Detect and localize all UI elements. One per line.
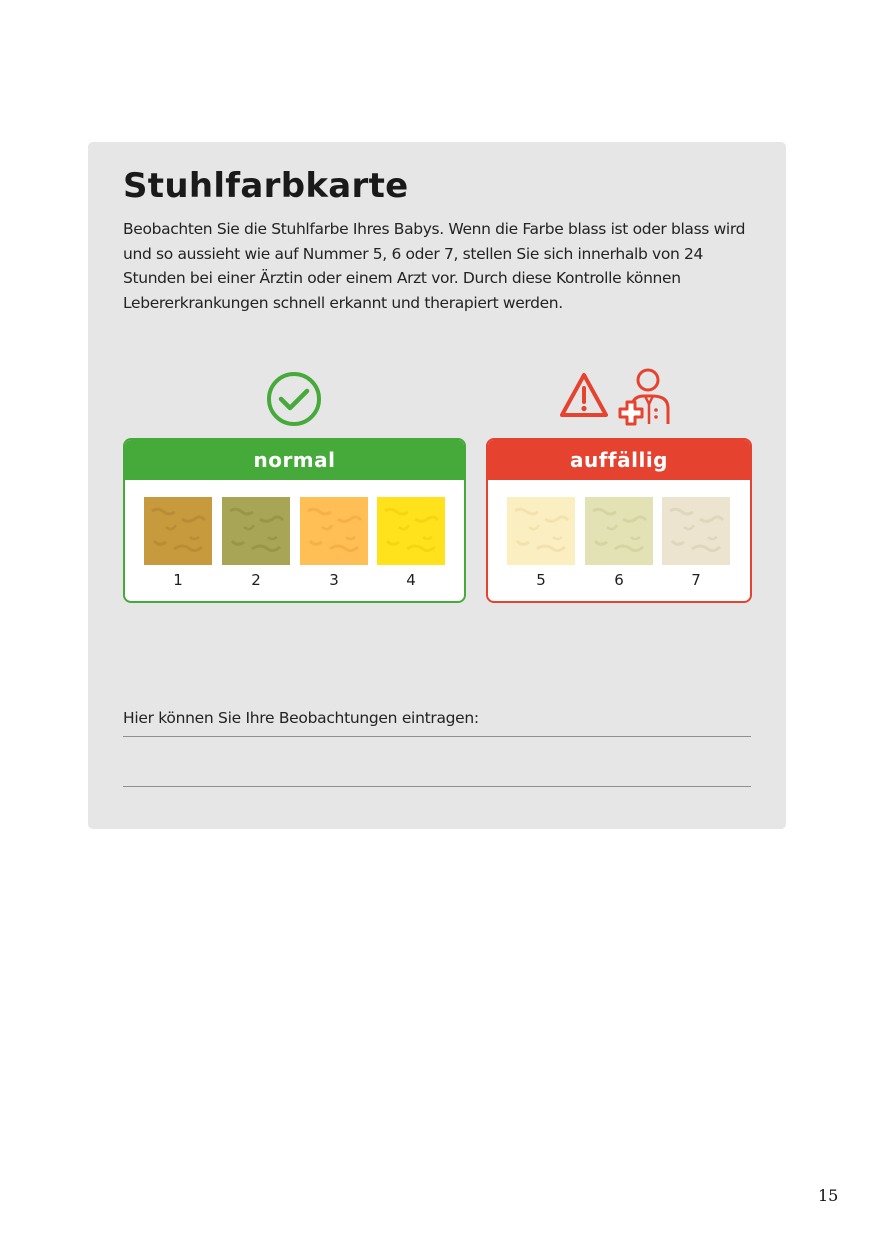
abnormal-header: auffällig xyxy=(488,440,750,480)
notes-line[interactable] xyxy=(123,736,751,737)
swatch-number: 7 xyxy=(691,571,701,589)
notes-label: Hier können Sie Ihre Beobachtungen eintragen: xyxy=(123,709,479,727)
stool-swatch xyxy=(585,497,653,565)
swatch-number: 3 xyxy=(329,571,339,589)
swatch-number: 6 xyxy=(614,571,624,589)
check-circle-icon xyxy=(266,371,322,427)
normal-header: normal xyxy=(125,440,464,480)
stool-swatch xyxy=(222,497,290,565)
stool-swatch xyxy=(377,497,445,565)
intro-text: Beobachten Sie die Stuhlfarbe Ihres Babys. Wenn die Farbe blass ist oder blass wird und so aussieht wie auf Nummer 5, 6 oder 7, stellen Sie sich innerhalb von 24 Stunden bei einer Ärztin oder einem Arzt vor. Durch diese Kontrolle können Lebererkrankungen schnell erkannt und therapiert werden. xyxy=(123,220,746,312)
stool-swatch xyxy=(300,497,368,565)
stool-swatch xyxy=(507,497,575,565)
swatch-number: 5 xyxy=(536,571,546,589)
stool-color-card xyxy=(88,142,786,829)
swatch-number: 1 xyxy=(173,571,183,589)
stool-swatch xyxy=(662,497,730,565)
abnormal-color-group xyxy=(486,438,752,603)
warning-triangle-icon xyxy=(558,371,610,419)
doctor-icon xyxy=(618,366,676,428)
swatch-number: 4 xyxy=(406,571,416,589)
abnormal-swatch-row xyxy=(488,480,750,601)
normal-swatch-row xyxy=(125,480,464,601)
notes-line[interactable] xyxy=(123,786,751,787)
normal-color-group xyxy=(123,438,466,603)
page-number: 15 xyxy=(818,1186,839,1205)
stool-swatch xyxy=(144,497,212,565)
card-title: Stuhlfarbkarte xyxy=(123,166,409,206)
swatch-number: 2 xyxy=(251,571,261,589)
